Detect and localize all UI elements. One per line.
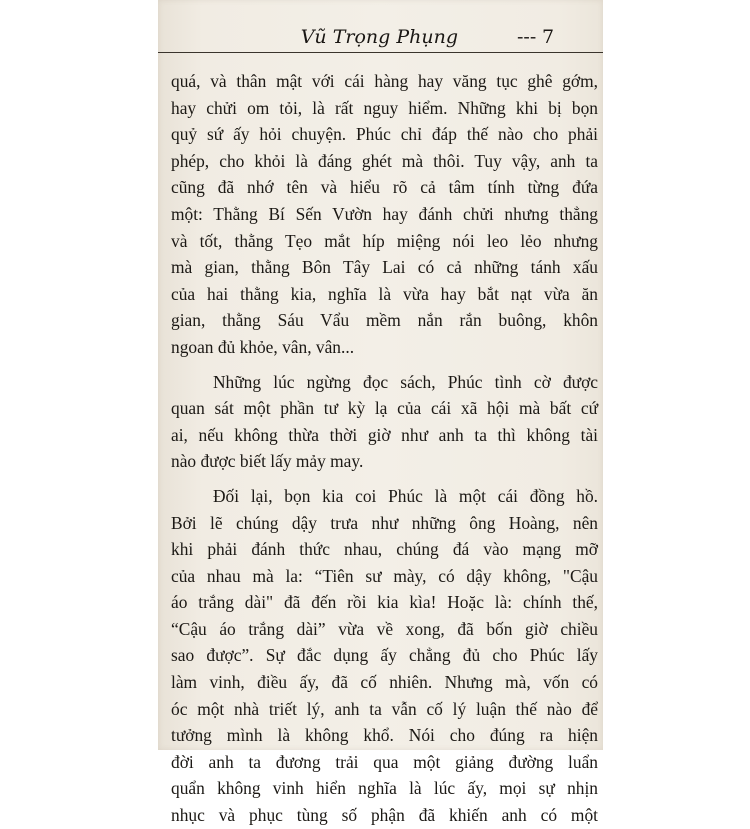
text-line: Bởi lẽ chúng dậy trưa như những ông Hoàng, nên [171, 512, 598, 533]
text-line: ngoan đủ khỏe, vân, vân... [171, 336, 355, 357]
paragraph-gap [171, 361, 598, 369]
body-text [171, 68, 598, 829]
page-number: 7 [542, 26, 555, 48]
header-separator: --- [517, 26, 537, 48]
text-line: đời anh ta đương trải qua một giảng đường luẩn [171, 751, 598, 772]
text-line: ai, nếu không thừa thời giờ như anh ta thì không tài [171, 424, 598, 445]
text-line: cũng đã nhớ tên và hiểu rõ cả tâm tính từng đứa [171, 177, 598, 198]
text-line: của hai thằng kia, nghĩa là vừa hay bắt nạt vừa ăn [171, 283, 598, 304]
text-line: và tốt, thằng Tẹo mắt híp miệng nói leo lẻo nhưng [171, 230, 598, 251]
text-line: quỷ sứ ấy hỏi chuyện. Phúc chỉ đáp thế nào cho phải [171, 124, 598, 145]
text-line: Những lúc ngừng đọc sách, Phúc tình cờ được [213, 371, 598, 392]
text-line: “Cậu áo trắng dài” vừa về xong, đã bốn giờ chiều [171, 618, 598, 639]
paragraph [171, 369, 598, 475]
text-line: làm vinh, điều ấy, đã cố nhiên. Nhưng mà, vốn có [171, 672, 598, 693]
text-line: khi phải đánh thức nhau, chúng đá vào mạng mỡ [171, 539, 598, 560]
text-line: Đối lại, bọn kia coi Phúc là một cái đồng hồ. [213, 485, 598, 506]
text-line: nào được biết lấy mảy may. [171, 451, 364, 472]
text-line: quan sát một phần tư kỳ lạ của cái xã hội mà bất cứ [171, 398, 598, 419]
text-line: quẩn không vinh hiển nghĩa là lúc ấy, mọi sự nhịn [171, 778, 598, 799]
paragraph-gap [171, 475, 598, 483]
text-line: phép, cho khỏi là đáng ghét mà thôi. Tuy vậy, anh ta [171, 150, 598, 171]
text-line: gian, thằng Sáu Vẩu mềm nắn rắn buông, khôn [171, 310, 598, 331]
text-line: một: Thằng Bí Sến Vườn hay đánh chửi nhưng thẳng [171, 203, 598, 224]
text-line: áo trắng dài" đã đến rồi kia kìa! Hoặc là: chính thế, [171, 592, 598, 613]
header-rule [158, 52, 603, 53]
paragraph [171, 483, 598, 829]
text-line: của nhau mà la: “Tiên sư mày, có dậy không, "Cậu [171, 565, 598, 586]
text-line: tưởng mình là không khổ. Nói cho đúng ra hiện [171, 725, 598, 746]
text-line: mà gian, thằng Bôn Tây Lai có cả những tánh xấu [171, 257, 598, 278]
running-header [158, 0, 603, 58]
text-line: óc một nhà triết lý, anh ta vẫn cố lý luận thế nào để [171, 698, 598, 719]
header-author-title: Vũ Trọng Phụng [300, 26, 458, 48]
text-line: quá, và thân mật với cái hàng hay văng tục ghê gớm, [171, 71, 598, 91]
paragraph [171, 68, 598, 361]
text-line: sao được”. Sự đắc dụng ấy chẳng đủ cho Phúc lấy [171, 645, 598, 666]
text-line: nhục và phục tùng số phận đã khiến anh có một [171, 805, 598, 826]
text-line: hay chửi om tỏi, là rất nguy hiểm. Những khi bị bọn [171, 97, 598, 118]
